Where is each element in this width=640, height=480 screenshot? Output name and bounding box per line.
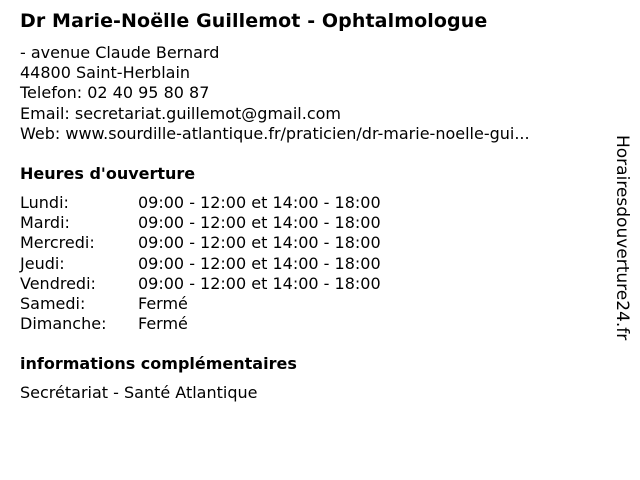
- time-value: 09:00 - 12:00 et 14:00 - 18:00: [138, 213, 381, 233]
- website: Web: www.sourdille-atlantique.fr/praticien/dr-marie-noelle-gui...: [20, 123, 530, 143]
- time-value: 09:00 - 12:00 et 14:00 - 18:00: [138, 253, 381, 273]
- hours-heading: Heures d'ouverture: [20, 164, 196, 183]
- time-value: Fermé: [138, 314, 188, 334]
- info-text: Secrétariat - Santé Atlantique: [20, 383, 258, 402]
- street-address: - avenue Claude Bernard: [20, 43, 220, 62]
- brand-watermark: Horairesdouverture24.fr: [612, 135, 632, 341]
- time-value: 09:00 - 12:00 et 14:00 - 18:00: [138, 233, 381, 253]
- phone: Telefon: 02 40 95 80 87: [20, 83, 210, 103]
- page-title: Dr Marie-Noëlle Guillemot - Ophtalmologue: [20, 10, 488, 32]
- city: 44800 Saint-Herblain: [20, 63, 191, 83]
- info-heading: informations complémentaires: [20, 354, 297, 373]
- day-label: Mardi:: [20, 213, 70, 233]
- day-label: Mercredi:: [20, 233, 95, 253]
- email: Email: secretariat.guillemot@gmail.com: [20, 103, 341, 123]
- day-label: Samedi:: [20, 293, 86, 313]
- day-label: Dimanche:: [20, 314, 107, 334]
- day-label: Vendredi:: [20, 273, 96, 293]
- day-label: Lundi:: [20, 193, 69, 212]
- time-value: 09:00 - 12:00 et 14:00 - 18:00: [138, 193, 381, 212]
- contact-block: [20, 43, 530, 144]
- time-value: Fermé: [138, 293, 188, 313]
- time-value: 09:00 - 12:00 et 14:00 - 18:00: [138, 273, 381, 293]
- day-label: Jeudi:: [20, 253, 65, 273]
